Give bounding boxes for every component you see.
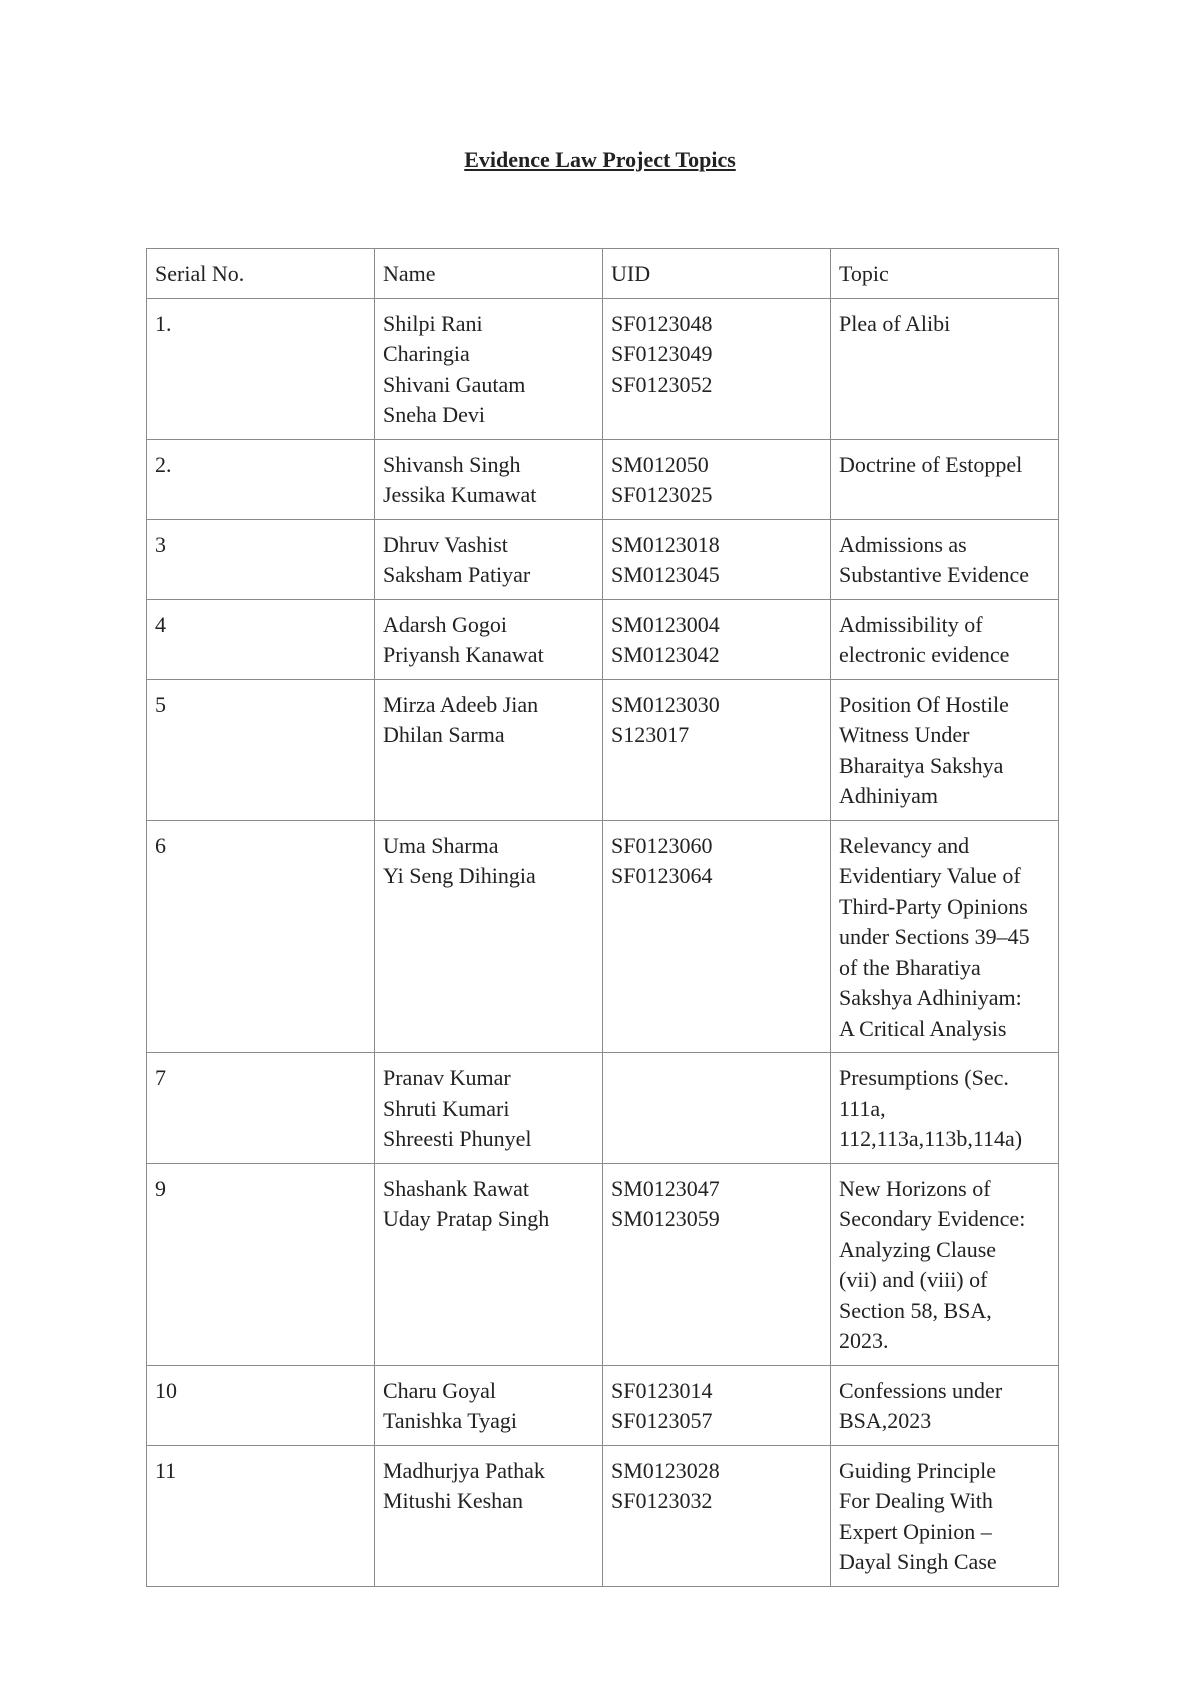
- table-row: [147, 519, 1059, 599]
- serial-cell: 6: [147, 820, 375, 1053]
- header-topic: Topic: [831, 249, 1059, 299]
- table-row: [147, 1163, 1059, 1365]
- table-row: [147, 679, 1059, 820]
- names-cell: Uma Sharma Yi Seng Dihingia: [375, 820, 603, 1053]
- page-title: Evidence Law Project Topics: [464, 147, 736, 172]
- serial-cell: 10: [147, 1365, 375, 1445]
- uids-cell: SM0123030 S123017: [603, 679, 831, 820]
- project-topics-table: [146, 248, 1059, 1587]
- topic-cell: Guiding Principle For Dealing With Expert Opinion – Dayal Singh Case: [831, 1445, 1059, 1586]
- topic-cell: Admissibility of electronic evidence: [831, 599, 1059, 679]
- topic-cell: Doctrine of Estoppel: [831, 439, 1059, 519]
- topic-cell: Presumptions (Sec. 111a, 112,113a,113b,114a): [831, 1053, 1059, 1164]
- names-cell: Charu Goyal Tanishka Tyagi: [375, 1365, 603, 1445]
- table-row: [147, 599, 1059, 679]
- uids-cell: SF0123014 SF0123057: [603, 1365, 831, 1445]
- uids-cell: SM0123004 SM0123042: [603, 599, 831, 679]
- serial-cell: 11: [147, 1445, 375, 1586]
- names-cell: Mirza Adeeb Jian Dhilan Sarma: [375, 679, 603, 820]
- header-uid: UID: [603, 249, 831, 299]
- table-row: [147, 820, 1059, 1053]
- uids-cell: SM0123028 SF0123032: [603, 1445, 831, 1586]
- names-cell: Adarsh Gogoi Priyansh Kanawat: [375, 599, 603, 679]
- serial-cell: 1.: [147, 298, 375, 439]
- serial-cell: 7: [147, 1053, 375, 1164]
- serial-cell: 4: [147, 599, 375, 679]
- topic-cell: Position Of Hostile Witness Under Bharaitya Sakshya Adhiniyam: [831, 679, 1059, 820]
- names-cell: Shashank Rawat Uday Pratap Singh: [375, 1163, 603, 1365]
- uids-cell: SF0123060 SF0123064: [603, 820, 831, 1053]
- names-cell: Shivansh Singh Jessika Kumawat: [375, 439, 603, 519]
- table-row: [147, 1445, 1059, 1586]
- table-row: [147, 298, 1059, 439]
- serial-cell: 5: [147, 679, 375, 820]
- serial-cell: 3: [147, 519, 375, 599]
- table-row: [147, 1053, 1059, 1164]
- topic-cell: Plea of Alibi: [831, 298, 1059, 439]
- names-cell: Pranav Kumar Shruti Kumari Shreesti Phunyel: [375, 1053, 603, 1164]
- uids-cell: [603, 1053, 831, 1164]
- topic-cell: Relevancy and Evidentiary Value of Third-Party Opinions under Sections 39–45 of the Bharatiya Sakshya Adhiniyam: A Critical Analysis: [831, 820, 1059, 1053]
- uids-cell: SM0123047 SM0123059: [603, 1163, 831, 1365]
- header-name: Name: [375, 249, 603, 299]
- names-cell: Shilpi Rani Charingia Shivani Gautam Sneha Devi: [375, 298, 603, 439]
- uids-cell: SM012050 SF0123025: [603, 439, 831, 519]
- header-serial-no: Serial No.: [147, 249, 375, 299]
- table-row: [147, 1365, 1059, 1445]
- names-cell: Madhurjya Pathak Mitushi Keshan: [375, 1445, 603, 1586]
- topic-cell: Confessions under BSA,2023: [831, 1365, 1059, 1445]
- uids-cell: SF0123048 SF0123049 SF0123052: [603, 298, 831, 439]
- uids-cell: SM0123018 SM0123045: [603, 519, 831, 599]
- topic-cell: New Horizons of Secondary Evidence: Analyzing Clause (vii) and (viii) of Section 58, BSA, 2023.: [831, 1163, 1059, 1365]
- names-cell: Dhruv Vashist Saksham Patiyar: [375, 519, 603, 599]
- table-header-row: [147, 249, 1059, 299]
- topic-cell: Admissions as Substantive Evidence: [831, 519, 1059, 599]
- table-row: [147, 439, 1059, 519]
- serial-cell: 9: [147, 1163, 375, 1365]
- serial-cell: 2.: [147, 439, 375, 519]
